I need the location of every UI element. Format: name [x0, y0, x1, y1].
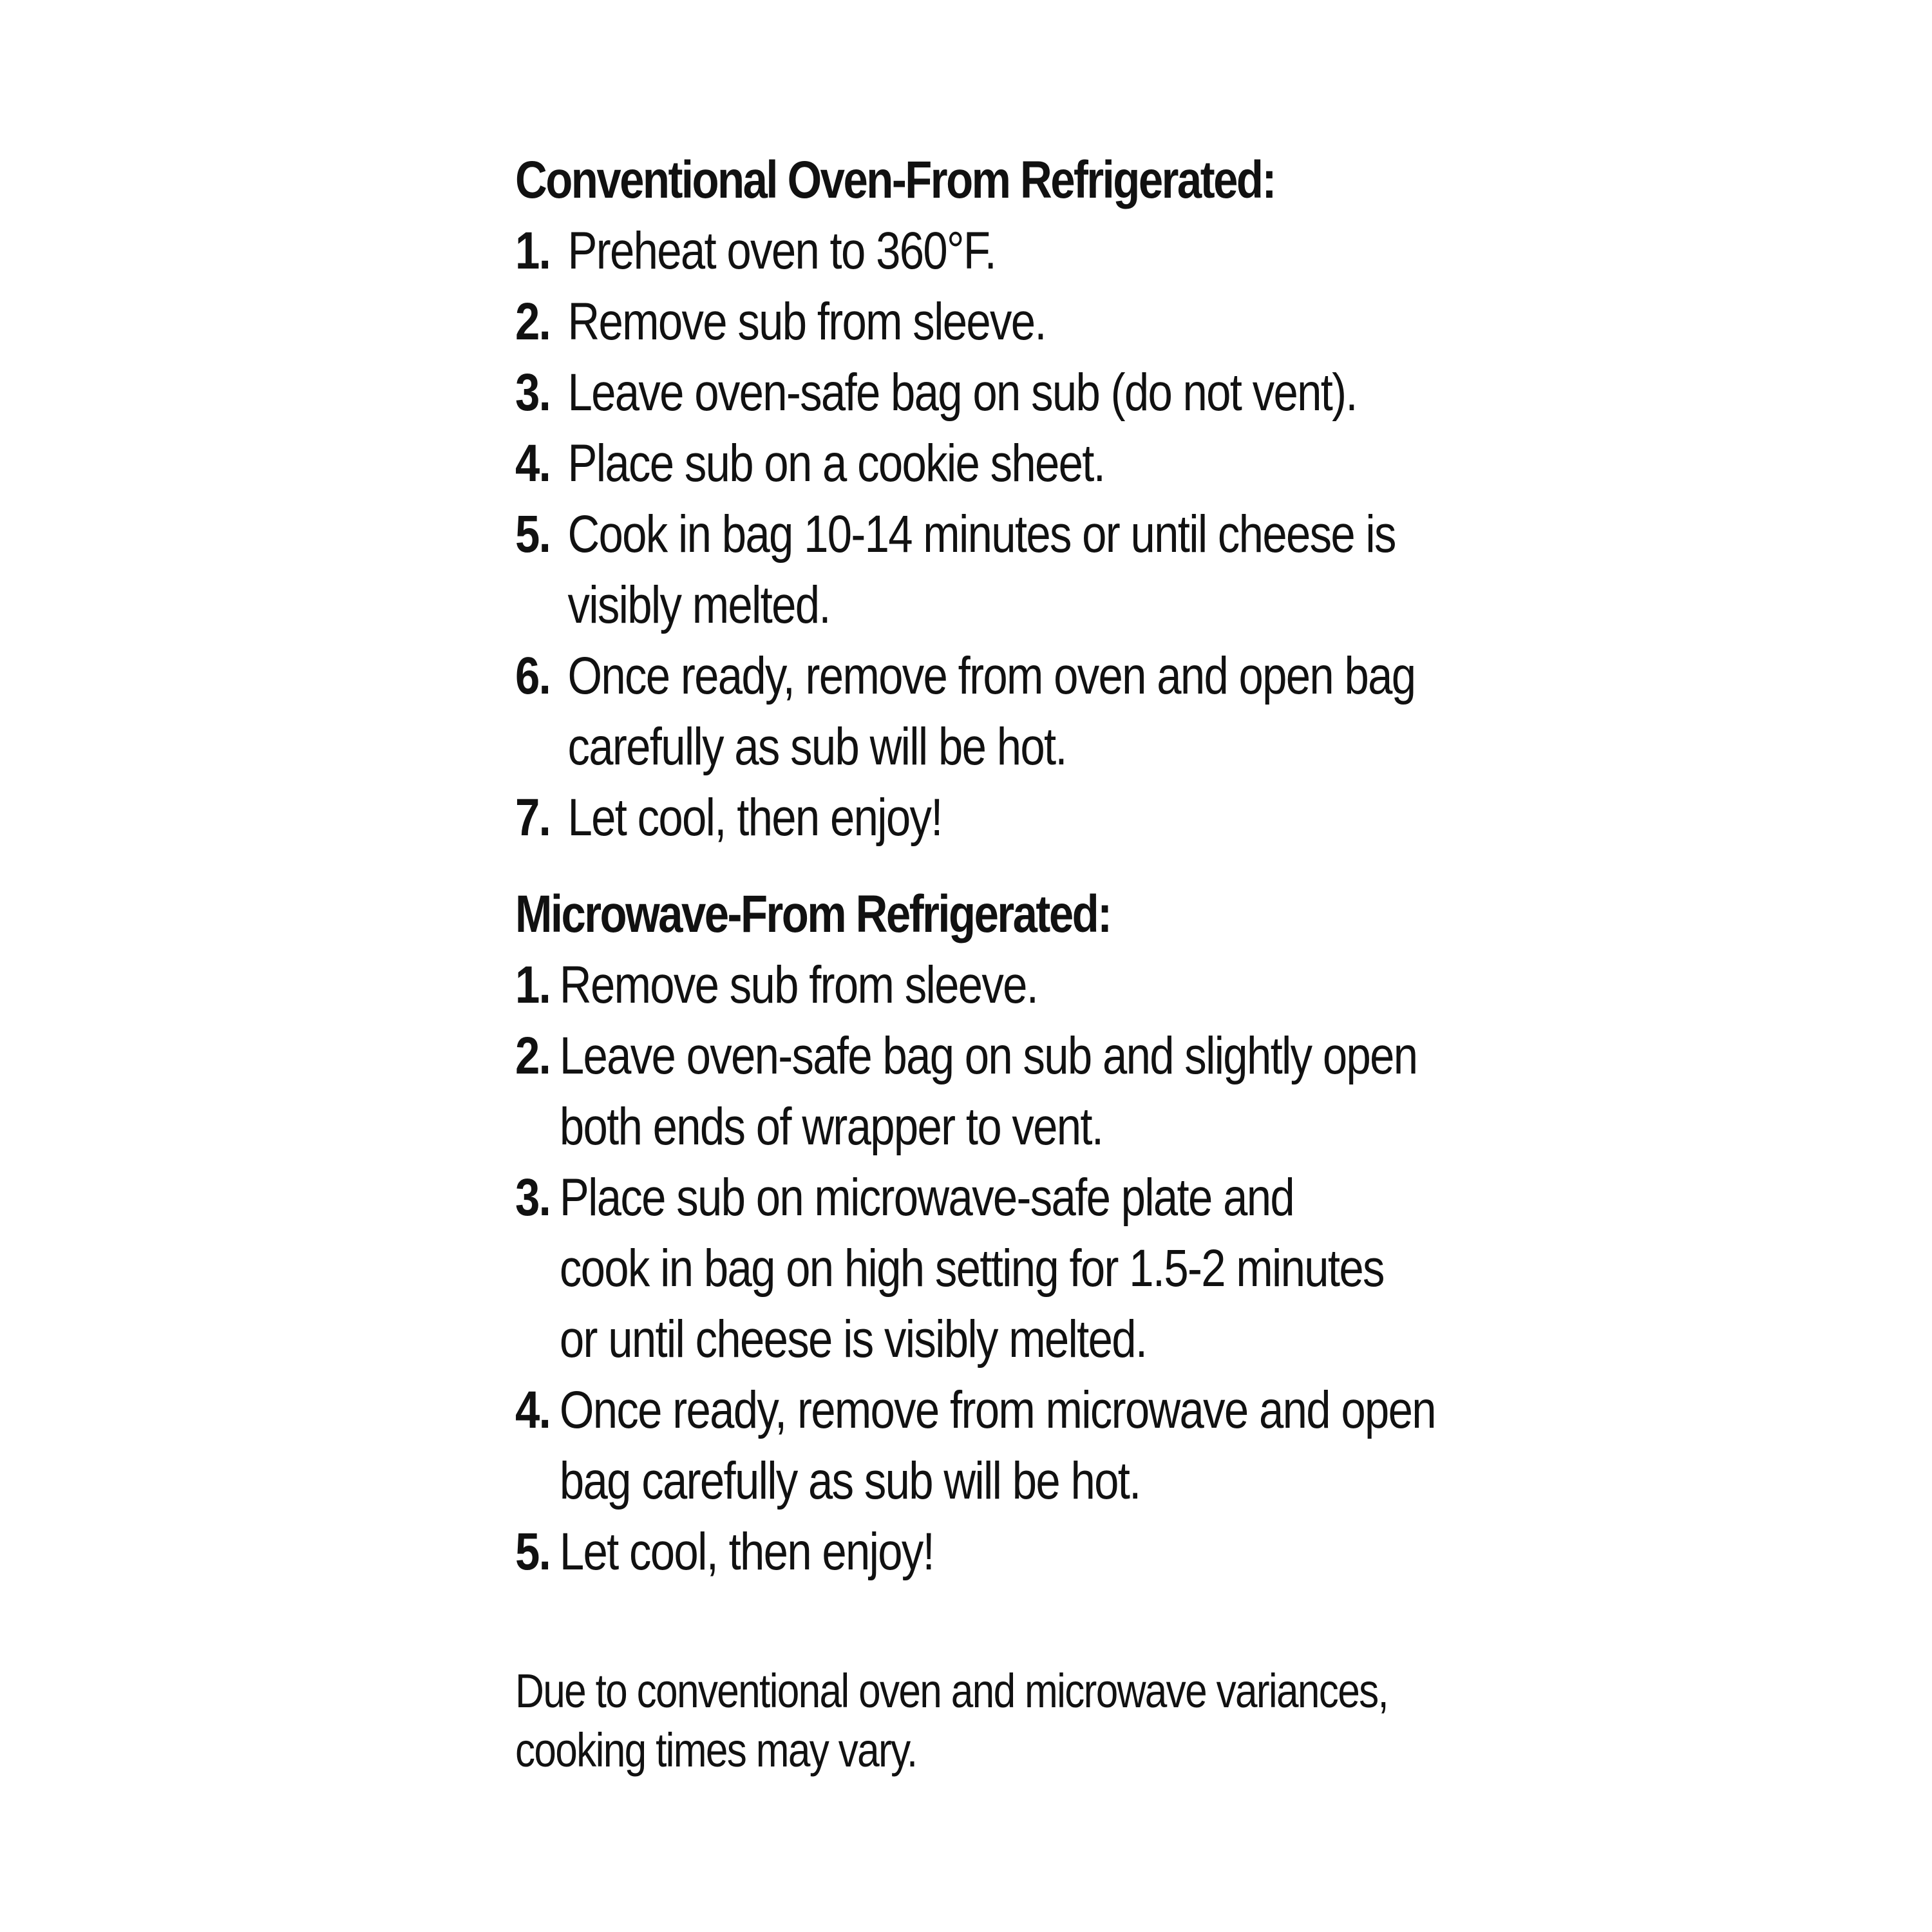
step-line: Once ready, remove from oven and open bag	[567, 647, 1416, 705]
section-title-conventional-oven: Conventional Oven-From Refrigerated:	[515, 151, 1275, 209]
step-line: bag carefully as sub will be hot.	[559, 1452, 1141, 1510]
step-line: Let cool, then enjoy!	[567, 788, 942, 847]
step-5	[515, 499, 1396, 641]
step-text	[560, 1021, 1417, 1162]
section-title-microwave: Microwave-From Refrigerated:	[515, 885, 1111, 943]
cooking-instructions	[515, 145, 1578, 1828]
step-line: or until cheese is visibly melted.	[559, 1310, 1147, 1368]
step-number: 5.	[515, 505, 551, 564]
step-3	[515, 1162, 1384, 1375]
step-number: 6.	[515, 647, 551, 705]
note-line: cooking times may vary.	[515, 1723, 917, 1777]
step-line: Preheat oven to 360°F.	[567, 222, 996, 280]
step-text	[567, 782, 1327, 853]
step-line: Let cool, then enjoy!	[559, 1522, 934, 1581]
step-line: Place sub on a cookie sheet.	[567, 434, 1105, 493]
step-text	[567, 216, 1327, 287]
conventional-oven-section	[515, 145, 1578, 853]
step-text	[560, 1517, 1327, 1587]
step-text	[567, 287, 1327, 357]
step-line: both ends of wrapper to vent.	[559, 1097, 1103, 1156]
step-line: visibly melted.	[567, 576, 830, 634]
step-number: 4.	[515, 1381, 551, 1439]
step-number: 4.	[515, 434, 551, 493]
step-line: carefully as sub will be hot.	[567, 717, 1066, 776]
step-6	[515, 641, 1416, 782]
step-line: Place sub on microwave-safe plate and	[559, 1168, 1294, 1227]
step-text	[560, 1162, 1384, 1375]
step-number: 3.	[515, 363, 551, 422]
step-text	[567, 357, 1356, 428]
conventional-oven-steps	[515, 216, 1578, 853]
step-line: Leave oven-safe bag on sub (do not vent).	[567, 363, 1357, 422]
step-line: Cook in bag 10-14 minutes or until cheese is	[567, 505, 1396, 564]
step-text	[567, 499, 1395, 641]
step-7	[515, 782, 1327, 853]
step-line: cook in bag on high setting for 1.5-2 minutes	[559, 1239, 1384, 1298]
step-number: 3.	[515, 1168, 551, 1227]
step-3	[515, 357, 1357, 428]
step-line: Once ready, remove from microwave and open	[559, 1381, 1435, 1439]
step-4	[515, 428, 1327, 499]
step-2	[515, 287, 1327, 357]
step-text	[567, 428, 1327, 499]
step-number: 1.	[515, 222, 551, 280]
step-5	[515, 1517, 1327, 1587]
step-number: 2.	[515, 292, 551, 351]
step-number: 5.	[515, 1522, 551, 1581]
step-1	[515, 216, 1327, 287]
step-1	[515, 950, 1327, 1021]
step-text	[560, 1375, 1435, 1517]
step-number: 7.	[515, 788, 551, 847]
step-text	[567, 641, 1415, 782]
step-line: Remove sub from sleeve.	[567, 292, 1046, 351]
variance-note	[515, 1662, 1408, 1780]
step-2	[515, 1021, 1417, 1162]
step-line: Leave oven-safe bag on sub and slightly open	[559, 1027, 1417, 1085]
step-4	[515, 1375, 1435, 1517]
step-number: 1.	[515, 956, 551, 1014]
microwave-steps	[515, 950, 1578, 1587]
step-line: Remove sub from sleeve.	[559, 956, 1038, 1014]
step-text	[560, 950, 1327, 1021]
step-number: 2.	[515, 1027, 551, 1085]
microwave-section	[515, 879, 1578, 1587]
note-line: Due to conventional oven and microwave variances,	[515, 1664, 1388, 1718]
